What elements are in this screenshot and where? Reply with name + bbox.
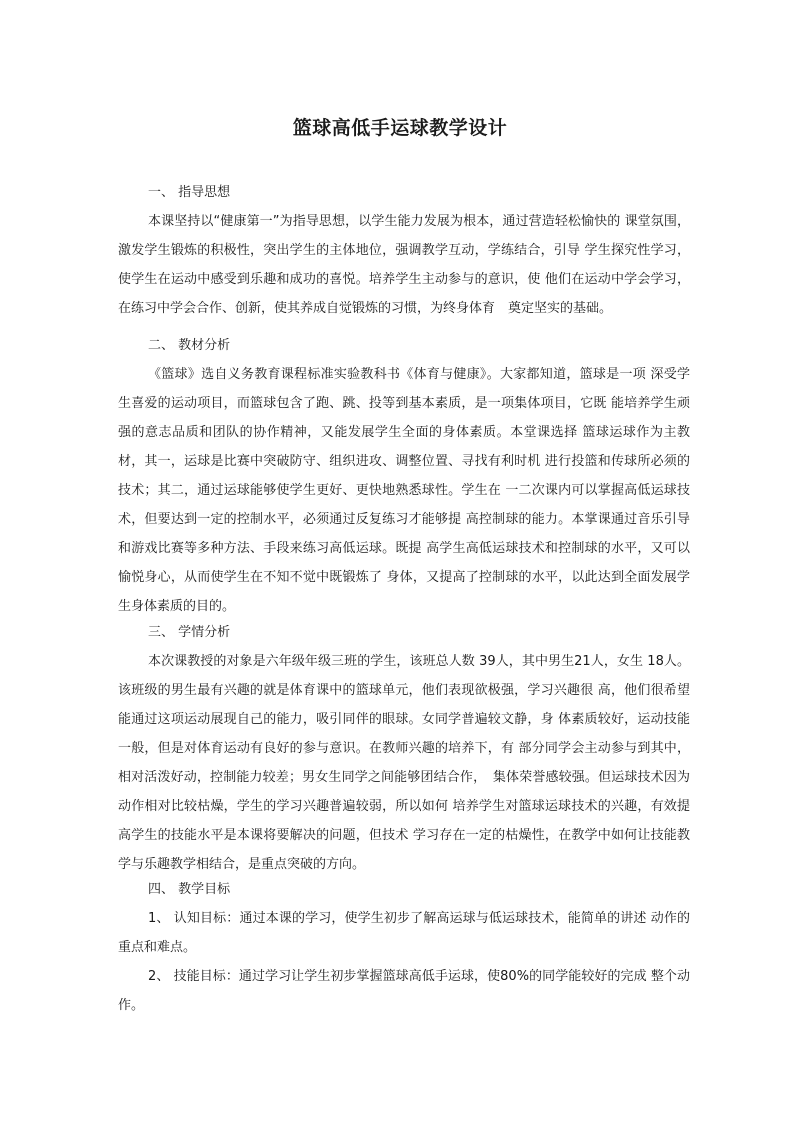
section-paragraph: 本课坚持以“健康第一”为指导思想，以学生能力发展为根本，通过营造轻松愉快的 课堂氛围，激发学生锻炼的积极性，突出学生的主体地位，强调教学互动，学练结合，引导 学生探究性学习，使学生在运动中感受到乐趣和成功的喜悦。培养学生主动参与的意识，使 他们在运动中学会学习，在练习中学会合作、创新，使其养成自觉锻炼的习惯，为终身体育 奠定坚实的基础。 xyxy=(118,214,690,316)
section-heading: 四、 教学目标 xyxy=(148,882,231,897)
section-heading: 三、 学情分析 xyxy=(148,625,231,640)
goal-item-skill: 2、 技能目标：通过学习让学生初步掌握篮球高低手运球，使80%的同学能较好的完成 整个动作。 xyxy=(118,969,690,1013)
section-paragraph: 《篮球》选自义务教育课程标准实验教科书《体育与健康》。大家都知道，篮球是一项 深受学生喜爱的运动项目，而篮球包含了跑、跳、投等到基本素质，是一项集体项目，它既 能培养学生顽强的意志品质和团队的协作精神，又能发展学生全面的身体素质。本堂课选择 篮球运球作为主教材，其一，运球是比赛中突破防守、组织进攻、调整位置、寻找有利时机 进行投篮和传球所必须的技术；其二，通过运球能够使学生更好、更快地熟悉球性。学生在 一二次课内可以掌握高低运球技术，但要达到一定的控制水平，必须通过反复练习才能够提 高控制球的能力。本掌课通过音乐引导和游戏比赛等多种方法、手段来练习高低运球。既提 高学生高低运球技术和控制球的水平，又可以愉悦身心，从而使学生在不知不觉中既锻炼了 身体，又提高了控制球的水平，以此达到全面发展学生身体素质的目的。 xyxy=(118,367,690,614)
document-title: 篮球高低手运球教学设计 xyxy=(292,117,508,139)
section-paragraph: 本次课教授的对象是六年级年级三班的学生，该班总人数 39人，其中男生21人，女生 18人。该班级的男生最有兴趣的就是体育课中的篮球单元，他们表现欲极强，学习兴趣很 高，他们很希望能通过这项运动展现自己的能力，吸引同伴的眼球。女同学普遍较文静，身 体素质较好，运动技能一般，但是对体育运动有良好的参与意识。在教师兴趣的培养下，有 部分同学会主动参与到其中，相对活泼好动，控制能力较差；男女生同学之间能够团结合作， 集体荣誉感较强。但运球技术因为动作相对比较枯燥，学生的学习兴趣普遍较弱，所以如何 培养学生对篮球运球技术的兴趣，有效提高学生的技能水平是本课将要解决的问题，但技术 学习存在一定的枯燥性，在教学中如何让技能教学与乐趣教学相结合，是重点突破的方向。 xyxy=(118,654,690,872)
section-teaching-goals xyxy=(118,875,690,1020)
section-heading: 一、 指导思想 xyxy=(148,185,231,200)
section-guiding-thought xyxy=(118,178,690,323)
section-material-analysis xyxy=(118,331,690,621)
section-student-analysis xyxy=(118,618,690,879)
section-heading: 二、 教材分析 xyxy=(148,338,231,353)
goal-item-cognitive: 1、 认知目标：通过本课的学习，使学生初步了解高运球与低运球技术，能简单的讲述 动作的重点和难点。 xyxy=(118,911,690,955)
